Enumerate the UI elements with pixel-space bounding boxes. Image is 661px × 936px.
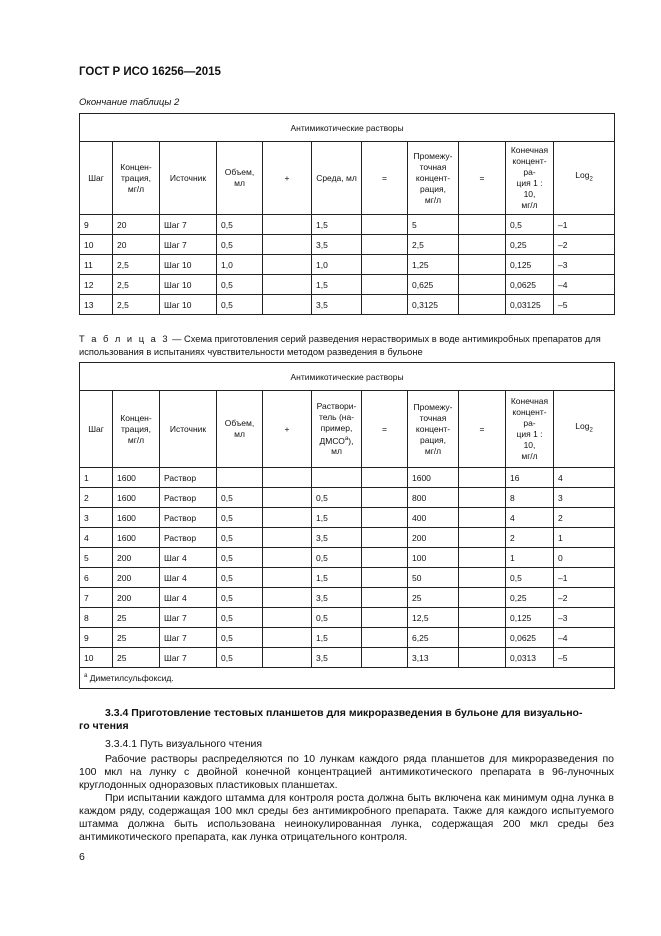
table-cell: 10: [80, 648, 113, 668]
table-cell: 0,5: [217, 488, 263, 508]
table-cell: [362, 568, 408, 588]
table-cell: [459, 295, 506, 315]
header-cell: Промежу- точная концент- рация, мг/л: [408, 142, 459, 215]
header-cell: Конечная концент- ра- ция 1 : 10, мг/л: [506, 391, 554, 468]
table-cell: 1,5: [312, 215, 362, 235]
table-cell: Шаг 10: [160, 275, 217, 295]
table-cell: [263, 255, 312, 275]
header-cell: Конечная концент- ра- ция 1 : 10, мг/л: [506, 142, 554, 215]
table-cell: –4: [554, 275, 615, 295]
table3-caption-text: — Схема приготовления серий разведения нерастворимых в воде антимикробных препаратов для использования в испытаниях чувствительности методом разведения в бульоне: [79, 334, 601, 357]
table-cell: 1,5: [312, 275, 362, 295]
table-cell: 1,5: [312, 508, 362, 528]
table-row: [80, 528, 615, 548]
footnote-mark: а: [84, 673, 88, 680]
table-cell: Шаг 7: [160, 648, 217, 668]
header-cell: Источник: [160, 142, 217, 215]
table-cell: Шаг 7: [160, 628, 217, 648]
table-cell: [263, 608, 312, 628]
table-cell: 0,0625: [506, 275, 554, 295]
header-cell: Объем, мл: [217, 391, 263, 468]
table-cell: 12: [80, 275, 113, 295]
table-cell: 5: [408, 215, 459, 235]
table-cell: 3,5: [312, 295, 362, 315]
document-title: ГОСТ Р ИСО 16256—2015: [79, 66, 221, 78]
table-2: [79, 113, 615, 315]
table-row: [80, 548, 615, 568]
table-cell: [459, 215, 506, 235]
table-cell: [217, 468, 263, 488]
table-cell: 800: [408, 488, 459, 508]
table-cell: 1600: [113, 508, 160, 528]
table3-footnote: [80, 668, 615, 689]
table-cell: 5: [80, 548, 113, 568]
table-row: [80, 275, 615, 295]
table-cell: 25: [113, 648, 160, 668]
table-cell: 6,25: [408, 628, 459, 648]
table-cell: 9: [80, 215, 113, 235]
table-row: [80, 468, 615, 488]
table-cell: 1: [80, 468, 113, 488]
table-cell: 8: [506, 488, 554, 508]
section-heading-line2: го чтения: [79, 720, 129, 732]
table-cell: 200: [113, 548, 160, 568]
table-cell: 3,5: [312, 235, 362, 255]
header-cell: Шаг: [80, 142, 113, 215]
table-cell: 3,5: [312, 588, 362, 608]
table-cell: 1600: [408, 468, 459, 488]
table2-group-title: Антимикотические растворы: [80, 114, 615, 142]
table-cell: 12,5: [408, 608, 459, 628]
table-cell: 0: [554, 548, 615, 568]
table-cell: 1,5: [312, 568, 362, 588]
table-cell: 16: [506, 468, 554, 488]
table-row: [80, 628, 615, 648]
header-cell: Раствори- тель (на- пример, $ДМСО^а$), мл: [312, 391, 362, 468]
table-cell: 0,0313: [506, 648, 554, 668]
table-cell: 0,5: [312, 488, 362, 508]
table-cell: 10: [80, 235, 113, 255]
table-cell: [459, 568, 506, 588]
table-cell: 8: [80, 608, 113, 628]
table-cell: 9: [80, 628, 113, 648]
header-cell: Шаг: [80, 391, 113, 468]
table-row: [80, 235, 615, 255]
table-cell: 0,5: [217, 608, 263, 628]
table-cell: 50: [408, 568, 459, 588]
table-cell: 1,0: [312, 255, 362, 275]
table-cell: 0,25: [506, 235, 554, 255]
table-cell: Шаг 4: [160, 568, 217, 588]
header-cell: Концен- трация, мг/л: [113, 391, 160, 468]
table-cell: [362, 528, 408, 548]
table-cell: 3: [554, 488, 615, 508]
table-cell: [362, 548, 408, 568]
table-cell: [459, 235, 506, 255]
table-cell: 4: [80, 528, 113, 548]
table-cell: –2: [554, 235, 615, 255]
table-row: [80, 608, 615, 628]
header-cell: =: [459, 142, 506, 215]
table-cell: 0,5: [217, 508, 263, 528]
table-cell: [263, 235, 312, 255]
table-cell: [459, 488, 506, 508]
table-row: [80, 295, 615, 315]
header-cell: +: [263, 142, 312, 215]
table-cell: [362, 508, 408, 528]
table-cell: [263, 275, 312, 295]
table-cell: [362, 295, 408, 315]
table-cell: 0,125: [506, 608, 554, 628]
table-cell: 200: [408, 528, 459, 548]
table-cell: –3: [554, 608, 615, 628]
table-cell: Шаг 7: [160, 215, 217, 235]
header-cell: Log$_2$: [554, 391, 615, 468]
table-cell: [362, 468, 408, 488]
table-cell: 2,5: [113, 275, 160, 295]
table-cell: [459, 275, 506, 295]
table-cell: [362, 255, 408, 275]
table-cell: 200: [113, 568, 160, 588]
table-cell: Шаг 10: [160, 295, 217, 315]
table-cell: [459, 508, 506, 528]
table-cell: [362, 608, 408, 628]
table-cell: 1: [506, 548, 554, 568]
table-cell: [362, 215, 408, 235]
header-cell: Концен- трация, мг/л: [113, 142, 160, 215]
table-3: [79, 362, 615, 689]
table-cell: [362, 488, 408, 508]
table-cell: 2,5: [408, 235, 459, 255]
table-cell: 20: [113, 235, 160, 255]
table-cell: 0,5: [506, 568, 554, 588]
table-cell: 11: [80, 255, 113, 275]
table-cell: [459, 608, 506, 628]
paragraph-1: Рабочие растворы распределяются по 10 лункам каждого ряда планшетов для микроразведения по 100 мкл на лунку с двойной конечной концентрацией антимикотического препарата в 96-луночных круглодонных одноразовых пластиковых планшетах.: [79, 753, 614, 791]
subsection-heading: 3.3.4.1 Путь визуального чтения: [105, 738, 263, 750]
table-cell: Шаг 7: [160, 235, 217, 255]
table-cell: 0,25: [506, 588, 554, 608]
table-cell: Раствор: [160, 468, 217, 488]
table-cell: 1600: [113, 488, 160, 508]
table-cell: 0,0625: [506, 628, 554, 648]
table-cell: 3,13: [408, 648, 459, 668]
table-cell: [459, 648, 506, 668]
table-cell: 0,5: [217, 235, 263, 255]
table-cell: [263, 468, 312, 488]
table-cell: 0,5: [217, 528, 263, 548]
table-cell: 0,5: [217, 215, 263, 235]
table-cell: 100: [408, 548, 459, 568]
header-cell: +: [263, 391, 312, 468]
table-cell: [263, 548, 312, 568]
table-row: [80, 488, 615, 508]
table-cell: 3: [80, 508, 113, 528]
table-cell: –4: [554, 628, 615, 648]
table-cell: 1,0: [217, 255, 263, 275]
table-cell: 2: [506, 528, 554, 548]
header-cell: Среда, мл: [312, 142, 362, 215]
header-cell: Объем, мл: [217, 142, 263, 215]
table-row: [80, 215, 615, 235]
table-cell: 2,5: [113, 295, 160, 315]
table-cell: 20: [113, 215, 160, 235]
table-cell: –1: [554, 568, 615, 588]
table-cell: [459, 628, 506, 648]
table-row: [80, 255, 615, 275]
table-cell: 400: [408, 508, 459, 528]
table-cell: [263, 628, 312, 648]
table-cell: Шаг 7: [160, 608, 217, 628]
table-cell: 0,5: [217, 588, 263, 608]
table-cell: 0,5: [217, 295, 263, 315]
table-cell: [263, 488, 312, 508]
table-cell: 25: [408, 588, 459, 608]
table-cell: [362, 648, 408, 668]
table-row: [80, 588, 615, 608]
table-cell: 3,5: [312, 528, 362, 548]
table-cell: [263, 508, 312, 528]
table-cell: 0,5: [506, 215, 554, 235]
table-cell: [362, 628, 408, 648]
header-cell: =: [459, 391, 506, 468]
table-cell: 6: [80, 568, 113, 588]
table-cell: [362, 275, 408, 295]
paragraph-2: При испытании каждого штамма для контроля роста должна быть включена как минимум одна лунка в каждом ряду, содержащая 100 мкл среды без антимикробного препарата. Также для каждого испытуемого штамма должна быть использована неинокулированная лунка, содержащая 200 мкл среды без антимикотического препарата, как лунка отрицательного контроля.: [79, 792, 614, 843]
table-cell: 0,5: [312, 548, 362, 568]
section-heading: [79, 707, 614, 733]
table-cell: 0,5: [217, 628, 263, 648]
table-cell: 25: [113, 628, 160, 648]
table-cell: [459, 255, 506, 275]
header-cell: Источник: [160, 391, 217, 468]
table-cell: [263, 568, 312, 588]
table-cell: –5: [554, 295, 615, 315]
table-cell: Шаг 4: [160, 548, 217, 568]
table3-caption-label: Т а б л и ц а 3: [79, 334, 170, 344]
footnote-text: Диметилсульфоксид.: [87, 673, 174, 683]
table2-caption: Окончание таблицы 2: [79, 97, 180, 108]
table-cell: 4: [506, 508, 554, 528]
table-cell: 1,25: [408, 255, 459, 275]
table-cell: 25: [113, 608, 160, 628]
table-cell: [263, 295, 312, 315]
table-cell: –1: [554, 215, 615, 235]
table3-group-title: Антимикотические растворы: [80, 363, 615, 391]
table-cell: [263, 528, 312, 548]
table-cell: Раствор: [160, 508, 217, 528]
table-row: [80, 508, 615, 528]
table-cell: –5: [554, 648, 615, 668]
table-cell: 13: [80, 295, 113, 315]
table-cell: 4: [554, 468, 615, 488]
table-cell: 2: [80, 488, 113, 508]
table-cell: 0,5: [217, 568, 263, 588]
table-cell: 1,5: [312, 628, 362, 648]
table-row: [80, 568, 615, 588]
page-number: 6: [79, 851, 85, 863]
table-cell: Раствор: [160, 528, 217, 548]
header-cell: =: [362, 391, 408, 468]
table-cell: 1600: [113, 528, 160, 548]
table-cell: Раствор: [160, 488, 217, 508]
header-cell: Log$_2$: [554, 142, 615, 215]
table-cell: [312, 468, 362, 488]
table-cell: [362, 588, 408, 608]
table-cell: 0,125: [506, 255, 554, 275]
table-cell: [263, 648, 312, 668]
table-cell: 0,5: [217, 548, 263, 568]
table-cell: 0,625: [408, 275, 459, 295]
table-cell: Шаг 10: [160, 255, 217, 275]
table-cell: [459, 528, 506, 548]
header-cell: =: [362, 142, 408, 215]
table-cell: [362, 235, 408, 255]
table-cell: 3,5: [312, 648, 362, 668]
table-cell: Шаг 4: [160, 588, 217, 608]
table-cell: 7: [80, 588, 113, 608]
table-cell: [459, 468, 506, 488]
table-cell: [459, 588, 506, 608]
table-cell: 0,3125: [408, 295, 459, 315]
table-cell: –3: [554, 255, 615, 275]
table3-caption: [79, 333, 614, 359]
table-cell: [459, 548, 506, 568]
table-cell: 1: [554, 528, 615, 548]
table-cell: 200: [113, 588, 160, 608]
table-cell: 0,5: [217, 275, 263, 295]
table-cell: 1600: [113, 468, 160, 488]
table-cell: 0,03125: [506, 295, 554, 315]
table-cell: 0,5: [312, 608, 362, 628]
section-heading-line1: 3.3.4 Приготовление тестовых планшетов для микроразведения в бульоне для визуально-: [105, 707, 583, 719]
table-row: [80, 648, 615, 668]
table-cell: [263, 215, 312, 235]
table-cell: 2,5: [113, 255, 160, 275]
header-cell: Промежу- точная концент- рация, мг/л: [408, 391, 459, 468]
table-cell: [263, 588, 312, 608]
table-cell: 2: [554, 508, 615, 528]
table-cell: 0,5: [217, 648, 263, 668]
table-cell: –2: [554, 588, 615, 608]
